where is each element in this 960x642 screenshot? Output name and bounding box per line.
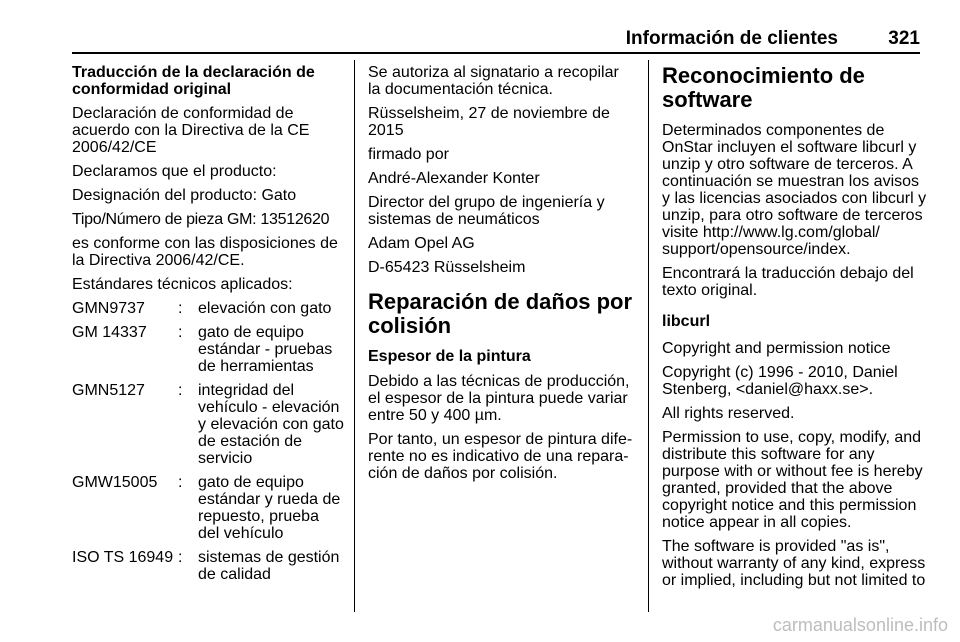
section-heading-collision: Reparación de daños por colisión	[368, 289, 633, 338]
header-rule	[72, 52, 920, 54]
table-row	[72, 474, 344, 549]
paragraph: Designación del producto: Gato	[72, 187, 297, 204]
paragraph: Declaramos que el producto:	[72, 163, 277, 180]
paragraph: Se autoriza al signatario a recopilar la documentación técnica.	[368, 64, 619, 98]
paragraph: All rights reserved.	[662, 405, 795, 422]
column-divider-2	[648, 60, 649, 612]
standards-table	[72, 300, 344, 590]
standard-description: integridad del vehículo - elevación y elevación con gato de estación de servicio	[198, 382, 344, 467]
column-2	[368, 64, 634, 489]
standard-code: GMN5127	[72, 382, 145, 399]
paragraph: Debido a las técnicas de producción, el espesor de la pintura puede variar entre 50 y 400 µm.	[368, 373, 630, 424]
declaration-heading: Traducción de la declaración de conformidad original	[72, 64, 315, 98]
paragraph: Estándares técnicos aplicados:	[72, 276, 293, 293]
separator: :	[178, 549, 183, 566]
standard-description: gato de equipo estándar - pruebas de herramientas	[198, 324, 333, 375]
standard-description: sistemas de gestión de calidad	[198, 549, 340, 583]
paragraph: The software is provided "as is", without warranty of any kind, express or implied, including but not limited to	[662, 538, 926, 589]
paragraph: Tipo/Número de pieza GM: 13512620	[72, 211, 330, 228]
table-row	[72, 549, 344, 590]
subheading-libcurl: libcurl	[662, 313, 711, 330]
table-row	[72, 382, 344, 474]
separator: :	[178, 382, 183, 399]
paragraph: Copyright and permission notice	[662, 340, 891, 357]
standard-code: GM 14337	[72, 324, 147, 341]
standard-code: GMW15005	[72, 474, 158, 491]
column-3	[662, 64, 927, 596]
paragraph: Declaración de conformidad de acuerdo con la Directiva de la CE 2006/42/CE	[72, 105, 310, 156]
standard-code: ISO TS 16949	[72, 549, 174, 566]
table-row	[72, 300, 344, 324]
table-row	[72, 324, 344, 382]
page-header	[72, 28, 920, 50]
column-1	[72, 64, 344, 590]
paragraph: André-Alexander Konter	[368, 170, 540, 187]
paragraph: Permission to use, copy, modify, and distribute this software for any purpose with or without fee is hereby granted, provided that the above copyright notice and this permission notice appear in all copies.	[662, 429, 923, 531]
standard-code: GMN9737	[72, 300, 145, 317]
paragraph: Director del grupo de ingeniería y sistemas de neumáticos	[368, 194, 605, 228]
paragraph: es conforme con las disposiciones de la Directiva 2006/42/CE.	[72, 235, 338, 269]
section-heading-software: Reconocimiento de software	[662, 63, 865, 112]
subheading-paint-thickness: Espesor de la pintura	[368, 348, 531, 365]
separator: :	[178, 300, 183, 317]
paragraph: Por tanto, un espesor de pintura dife-rente no es indicativo de una repara-ción de daños por colisión.	[368, 431, 633, 482]
paragraph: firmado por	[368, 146, 449, 163]
paragraph: Rüsselsheim, 27 de noviembre de 2015	[368, 105, 610, 139]
paragraph: Copyright (c) 1996 - 2010, Daniel Stenberg, <daniel@haxx.se>.	[662, 364, 898, 398]
paragraph: D-65423 Rüsselsheim	[368, 259, 526, 276]
page-title: Información de clientes	[625, 28, 838, 49]
page-number: 321	[888, 28, 920, 49]
paragraph: Determinados componentes de OnStar incluyen el software libcurl y unzip y otro software de terceros. A continuación se muestran los avisos y las licencias asociados con libcurl y unzip, para otro software de terceros visite http://www.lg.com/global/ support/opensource/index.	[662, 122, 927, 258]
standard-description: gato de equipo estándar y rueda de repuesto, prueba del vehículo	[198, 474, 341, 542]
watermark: carmanualsonline.info	[772, 615, 948, 635]
paragraph: Adam Opel AG	[368, 235, 475, 252]
separator: :	[178, 324, 183, 341]
paragraph: Encontrará la traducción debajo del texto original.	[662, 265, 914, 299]
separator: :	[178, 474, 183, 491]
column-divider-1	[354, 60, 355, 612]
standard-description: elevación con gato	[198, 300, 332, 317]
